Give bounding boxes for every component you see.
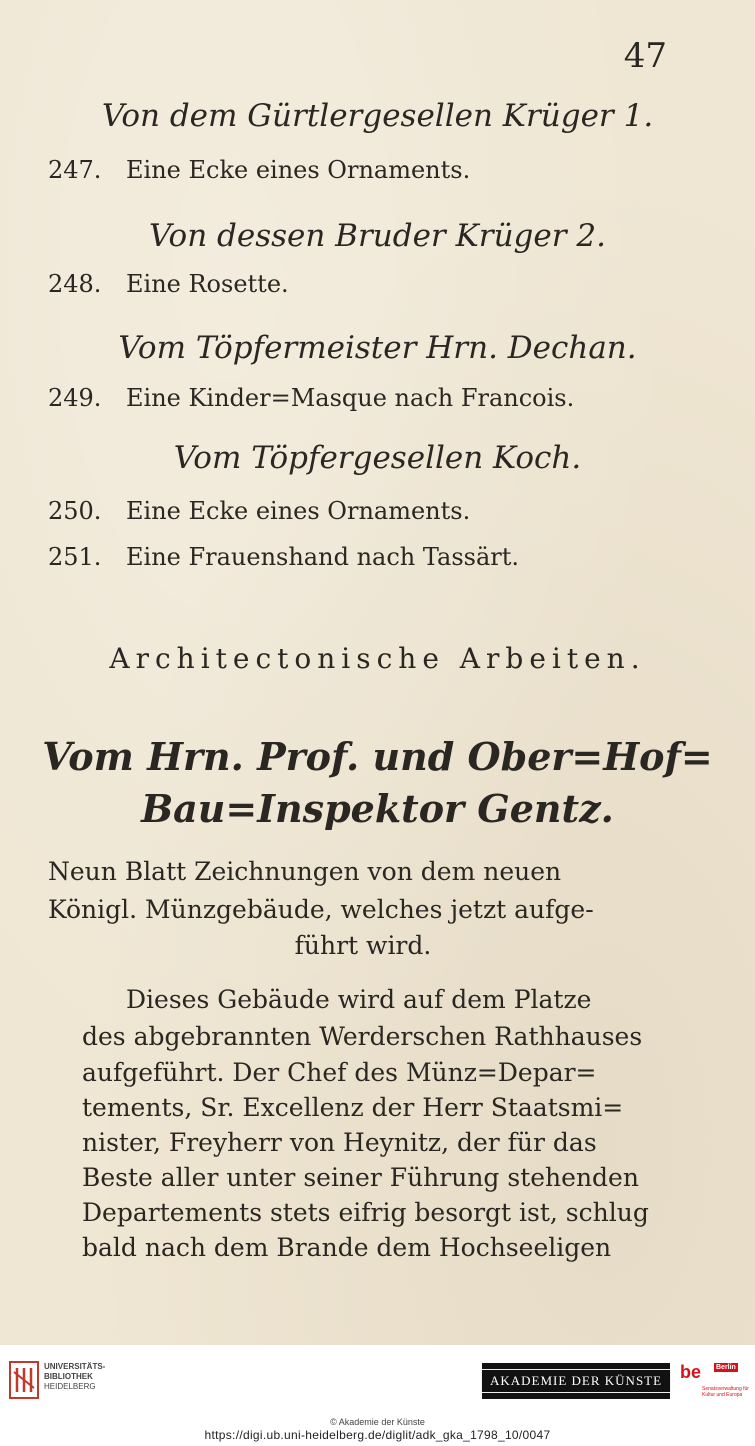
entry-text: Eine Frauenshand nach Tassärt. — [126, 543, 519, 571]
body-line: Beste aller unter seiner Führung stehenden — [82, 1163, 639, 1192]
description-line: Neun Blatt Zeichnungen von dem neuen — [48, 857, 562, 886]
entry-250 — [48, 497, 470, 525]
heading-toepfermeister: Vom Töpfermeister Hrn. Dechan. — [118, 330, 637, 366]
description-line: führt wird. — [294, 931, 432, 960]
section-title: Architectonische Arbeiten. — [109, 642, 646, 675]
adk-logo-text: AKADEMIE DER KÜNSTE — [481, 1369, 671, 1393]
body-line: bald nach dem Brande dem Hochseeligen — [82, 1233, 612, 1262]
entry-text: Eine Rosette. — [126, 270, 289, 298]
entry-number: 250. — [48, 497, 102, 525]
entry-number: 248. — [48, 270, 102, 298]
author-heading-line-1: Vom Hrn. Prof. und Ober=Hof= — [42, 734, 713, 779]
body-line: Departements stets eifrig besorgt ist, schlug — [82, 1198, 649, 1227]
akademie-der-kuenste-logo[interactable] — [482, 1363, 670, 1399]
heading-toepfergesellen: Vom Töpfergesellen Koch. — [173, 440, 582, 476]
berlin-logo-tag: Berlin — [716, 1364, 736, 1371]
body-line: nister, Freyherr von Heynitz, der für das — [82, 1128, 597, 1157]
berlin-senate-logo[interactable] — [678, 1360, 750, 1402]
berlin-logo-be: be — [680, 1362, 702, 1382]
description-line: Königl. Münzgebäude, welches jetzt aufge- — [48, 895, 594, 924]
library-logo-line: UNIVERSITÄTS- — [44, 1362, 106, 1371]
entry-number: 247. — [48, 156, 102, 184]
berlin-logo-subtitle: Senatsverwaltung für Kultur und Europa — [702, 1386, 749, 1398]
entry-247 — [48, 156, 470, 184]
entry-251 — [48, 543, 519, 571]
heading-guertlergesellen: Von dem Gürtlergesellen Krüger 1. — [101, 98, 654, 134]
body-line: des abgebrannten Werderschen Rathhauses — [82, 1022, 643, 1051]
body-line: Dieses Gebäude wird auf dem Platze — [126, 985, 592, 1014]
entry-text: Eine Ecke eines Ornaments. — [126, 156, 471, 184]
entry-number: 249. — [48, 384, 102, 412]
entry-249 — [48, 384, 574, 412]
entry-number: 251. — [48, 543, 102, 571]
body-line: aufgeführt. Der Chef des Münz=Depar= — [82, 1058, 597, 1087]
entry-text: Eine Ecke eines Ornaments. — [126, 497, 471, 525]
library-emblem-icon — [8, 1360, 40, 1400]
page-number: 47 — [623, 36, 667, 76]
library-logo-text — [44, 1362, 105, 1392]
library-logo-line: HEIDELBERG — [44, 1382, 96, 1391]
library-logo-line: BIBLIOTHEK — [44, 1372, 93, 1381]
author-heading-line-2: Bau=Inspektor Gentz. — [141, 786, 614, 831]
copyright-notice: © Akademie der Künste — [330, 1417, 425, 1427]
heading-bruder-krueger: Von dessen Bruder Krüger 2. — [148, 218, 606, 254]
entry-248 — [48, 270, 289, 298]
body-line: tements, Sr. Excellenz der Herr Staatsmi= — [82, 1093, 624, 1122]
permalink-url[interactable]: https://digi.ub.uni-heidelberg.de/diglit/adk_gka_1798_10/0047 — [204, 1428, 551, 1442]
entry-text: Eine Kinder=Masque nach Francois. — [126, 384, 575, 412]
heidelberg-library-logo[interactable] — [8, 1358, 118, 1402]
